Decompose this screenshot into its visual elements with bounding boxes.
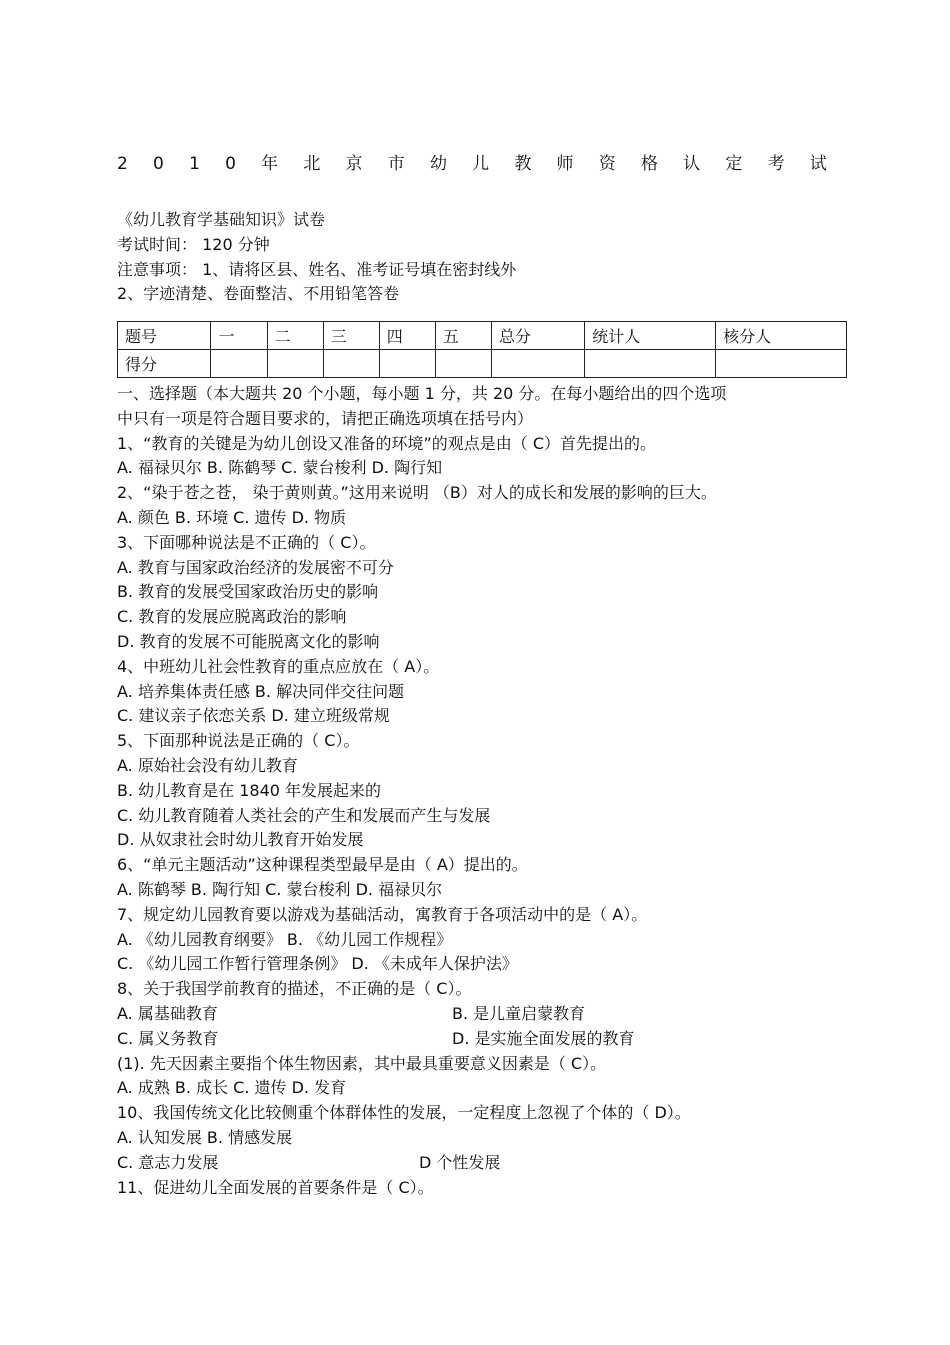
question-3-option-d: D. 教育的发展不可能脱离文化的影响 bbox=[117, 631, 380, 651]
score-table-header-row bbox=[118, 322, 847, 350]
title-char: 1 bbox=[189, 154, 200, 174]
question-7: 7、规定幼儿园教育要以游戏为基础活动，寓教育于各项活动中的是（ A）。 bbox=[117, 904, 648, 924]
question-10-option-c: C. 意志力发展 bbox=[117, 1152, 219, 1172]
question-8-options-ab bbox=[117, 1002, 837, 1027]
question-8: 8、关于我国学前教育的描述，不正确的是（ C）。 bbox=[117, 979, 472, 999]
score-row-label: 得分 bbox=[118, 350, 211, 378]
question-11: 11、促进幼儿全面发展的首要条件是（ C）。 bbox=[117, 1177, 434, 1197]
section-intro-2: 中只有一项是符合题目要求的，请把正确选项填在括号内） bbox=[117, 408, 534, 428]
question-8-option-c: C. 属义务教育 bbox=[117, 1028, 219, 1048]
score-header-cell: 二 bbox=[267, 322, 323, 350]
question-5: 5、下面那种说法是正确的（ C）。 bbox=[117, 731, 360, 751]
title-char: 认 bbox=[683, 154, 701, 174]
score-header-cell: 一 bbox=[211, 322, 267, 350]
score-cell bbox=[323, 350, 379, 378]
score-cell bbox=[585, 350, 716, 378]
section-intro-1: 一、选择题（本大题共 20 个小题，每小题 1 分，共 20 分。在每小题给出的四个选项 bbox=[117, 384, 727, 403]
title-char: 资 bbox=[598, 154, 616, 174]
title-char: 定 bbox=[725, 154, 743, 174]
question-10-option-d: D 个性发展 bbox=[419, 1152, 501, 1172]
question-9: (1). 先天因素主要指个体生物因素，其中最具重要意义因素是（ C）。 bbox=[117, 1053, 607, 1073]
score-header-cell: 总分 bbox=[491, 322, 584, 350]
score-table bbox=[117, 321, 847, 378]
score-header-cell: 五 bbox=[435, 322, 491, 350]
question-5-option-b: B. 幼儿教育是在 1840 年发展起来的 bbox=[117, 780, 382, 800]
title-char: 考 bbox=[767, 154, 785, 174]
exam-title bbox=[117, 152, 827, 176]
title-char: 师 bbox=[556, 154, 574, 174]
question-8-option-d: D. 是实施全面发展的教育 bbox=[452, 1028, 635, 1048]
score-table-score-row bbox=[118, 350, 847, 378]
title-char: 北 bbox=[303, 154, 321, 174]
question-10-options-cd bbox=[117, 1151, 837, 1176]
title-char: 教 bbox=[514, 154, 532, 174]
question-3: 3、下面哪种说法是不正确的（ C）。 bbox=[117, 532, 376, 552]
question-4-options-ab: A. 培养集体责任感 B. 解决同伴交往问题 bbox=[117, 681, 405, 701]
title-char: 幼 bbox=[429, 154, 447, 174]
score-header-cell: 四 bbox=[379, 322, 435, 350]
question-4: 4、中班幼儿社会性教育的重点应放在（ A）。 bbox=[117, 656, 440, 676]
question-5-option-a: A. 原始社会没有幼儿教育 bbox=[117, 755, 298, 775]
question-3-option-c: C. 教育的发展应脱离政治的影响 bbox=[117, 607, 347, 627]
question-10: 10、我国传统文化比较侧重个体群体性的发展，一定程度上忽视了个体的（ D）。 bbox=[117, 1103, 691, 1123]
title-char: 0 bbox=[153, 154, 164, 174]
question-3-option-a: A. 教育与国家政治经济的发展密不可分 bbox=[117, 557, 394, 577]
title-char: 2 bbox=[117, 154, 128, 174]
question-1-options: A. 福禄贝尔 B. 陈鹤琴 C. 蒙台梭利 D. 陶行知 bbox=[117, 458, 443, 478]
title-char: 年 bbox=[261, 154, 279, 174]
title-char: 京 bbox=[345, 154, 363, 174]
question-2-options: A. 颜色 B. 环境 C. 遗传 D. 物质 bbox=[117, 507, 347, 527]
question-8-option-b: B. 是儿童启蒙教育 bbox=[452, 1003, 586, 1023]
question-2: 2、“染于苍之苍， 染于黄则黄。”这用来说明 （B）对人的成长和发展的影响的巨大。 bbox=[117, 483, 717, 503]
score-cell bbox=[211, 350, 267, 378]
question-3-option-b: B. 教育的发展受国家政治历史的影响 bbox=[117, 582, 379, 602]
score-cell bbox=[267, 350, 323, 378]
score-header-cell: 三 bbox=[323, 322, 379, 350]
subject-line: 《幼儿教育学基础知识》试卷 bbox=[117, 210, 326, 229]
question-10-options-ab: A. 认知发展 B. 情感发展 bbox=[117, 1127, 293, 1147]
exam-header bbox=[117, 208, 837, 307]
score-header-cell: 题号 bbox=[118, 322, 211, 350]
question-4-options-cd: C. 建议亲子依恋关系 D. 建立班级常规 bbox=[117, 706, 390, 726]
question-5-option-c: C. 幼儿教育随着人类社会的产生和发展而产生与发展 bbox=[117, 805, 491, 825]
question-8-options-cd bbox=[117, 1027, 837, 1052]
title-char: 0 bbox=[225, 154, 236, 174]
score-cell bbox=[716, 350, 847, 378]
question-8-option-a: A. 属基础教育 bbox=[117, 1003, 218, 1023]
question-6-options: A. 陈鹤琴 B. 陶行知 C. 蒙台梭利 D. 福禄贝尔 bbox=[117, 879, 443, 899]
notice-line-1: 注意事项： 1、请将区县、姓名、准考证号填在密封线外 bbox=[117, 259, 517, 279]
title-char: 儿 bbox=[472, 154, 490, 174]
question-6: 6、“单元主题活动”这种课程类型最早是由（ A）提出的。 bbox=[117, 855, 528, 875]
score-cell bbox=[435, 350, 491, 378]
title-char: 试 bbox=[809, 154, 827, 174]
title-char: 市 bbox=[387, 154, 405, 174]
question-7-options-ab: A. 《幼儿园教育纲要》 B. 《幼儿园工作规程》 bbox=[117, 929, 453, 949]
exam-time: 考试时间： 120 分钟 bbox=[117, 234, 270, 254]
question-5-option-d: D. 从奴隶社会时幼儿教育开始发展 bbox=[117, 830, 364, 850]
question-1: 1、“教育的关键是为幼儿创设又准备的环境”的观点是由（ C）首先提出的。 bbox=[117, 433, 657, 453]
title-char: 格 bbox=[640, 154, 658, 174]
score-cell bbox=[491, 350, 584, 378]
score-header-cell: 核分人 bbox=[716, 322, 847, 350]
score-header-cell: 统计人 bbox=[585, 322, 716, 350]
section-1 bbox=[117, 382, 837, 1200]
score-cell bbox=[379, 350, 435, 378]
question-7-options-cd: C. 《幼儿园工作暂行管理条例》 D. 《未成年人保护法》 bbox=[117, 954, 518, 974]
question-9-options: A. 成熟 B. 成长 C. 遗传 D. 发育 bbox=[117, 1078, 347, 1098]
notice-line-2: 2、字迹清楚、卷面整洁、不用铅笔答卷 bbox=[117, 284, 400, 304]
